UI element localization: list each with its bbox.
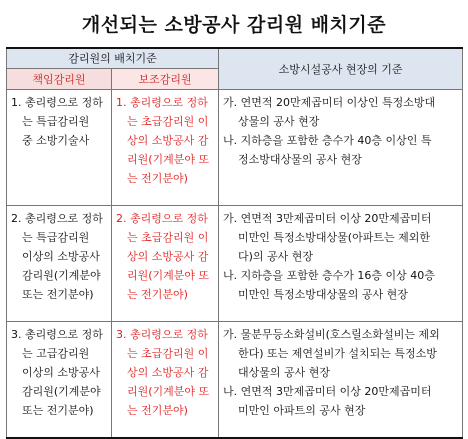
- cell-line: 중 소방기술사: [22, 134, 90, 147]
- cell-line: 는 초급감리원 이: [127, 347, 209, 360]
- assistant-supervisor-cell: [112, 322, 219, 439]
- chief-supervisor-cell: [7, 206, 112, 322]
- cell-line: 3. 총리령으로 정하: [11, 328, 103, 341]
- site-criteria-cell: [219, 90, 463, 206]
- placement-criteria-table: [6, 47, 463, 439]
- site-criteria-cell: [219, 322, 463, 439]
- cell-line: 대상물의 공사 현장: [238, 366, 331, 379]
- cell-line: 감리원(기계분야: [22, 269, 101, 282]
- cell-line: 1. 총리령으로 정하: [11, 96, 103, 109]
- cell-line: 가. 연면적 20만제곱미터 이상인 특정소방대: [223, 96, 436, 109]
- cell-line: 가. 물분무등소화설비(호스릴소화설비는 제외: [223, 328, 440, 341]
- cell-line: 정소방대상물의 공사 현장: [238, 153, 362, 166]
- cell-line: 한다) 또는 제연설비가 설치되는 특정소방: [238, 347, 437, 360]
- table-header-row: [7, 48, 463, 69]
- cell-line: 미만인 아파트의 공사 현장: [238, 404, 366, 417]
- cell-line: 3. 총리령으로 정하: [116, 328, 208, 341]
- cell-line: 나. 지하층을 포함한 층수가 16층 이상 40층: [223, 269, 435, 282]
- cell-line: 2. 총리령으로 정하: [11, 212, 103, 225]
- site-criteria-cell: [219, 206, 463, 322]
- cell-line: 리원(기계분야 또: [127, 385, 210, 398]
- assistant-supervisor-cell: [112, 206, 219, 322]
- cell-line: 는 초급감리원 이: [127, 115, 209, 128]
- chief-supervisor-cell: [7, 322, 112, 439]
- cell-line: 상의 소방공사 감: [127, 366, 209, 379]
- cell-line: 는 특급감리원: [22, 231, 90, 244]
- cell-line: 또는 전기분야): [22, 404, 94, 417]
- cell-line: 다)의 공사 현장: [238, 250, 314, 263]
- chief-supervisor-header: 책임감리원: [7, 69, 112, 90]
- cell-line: 1. 총리령으로 정하: [116, 96, 208, 109]
- cell-line: 리원(기계분야 또: [127, 269, 210, 282]
- cell-line: 미만인 특정소방대상물(아파트는 제외한: [238, 231, 430, 244]
- table-row: [7, 322, 463, 439]
- document-title: 개선되는 소방공사 감리원 배치기준: [81, 14, 387, 36]
- cell-line: 나. 연면적 3만제곱미터 이상 20만제곱미터: [223, 385, 432, 398]
- cell-line: 감리원(기계분야: [22, 385, 101, 398]
- assistant-supervisor-header: 보조감리원: [112, 69, 219, 90]
- assistant-supervisor-cell: [112, 90, 219, 206]
- cell-line: 또는 전기분야): [22, 288, 94, 301]
- cell-line: 미만인 특정소방대상물의 공사 현장: [238, 288, 408, 301]
- cell-line: 2. 총리령으로 정하: [116, 212, 208, 225]
- cell-line: 상의 소방공사 감: [127, 134, 209, 147]
- table-row: [7, 206, 463, 322]
- cell-line: 리원(기계분야 또: [127, 153, 210, 166]
- cell-line: 는 전기분야): [127, 288, 188, 301]
- chief-supervisor-cell: [7, 90, 112, 206]
- cell-line: 나. 지하층을 포함한 층수가 40층 이상인 특: [223, 134, 432, 147]
- cell-line: 는 초급감리원 이: [127, 231, 209, 244]
- cell-line: 이상의 소방공사: [22, 250, 100, 263]
- site-criteria-header: 소방시설공사 현장의 기준: [219, 48, 463, 90]
- cell-line: 는 전기분야): [127, 404, 188, 417]
- cell-line: 이상의 소방공사: [22, 366, 100, 379]
- cell-line: 는 고급감리원: [22, 347, 90, 360]
- table-row: [7, 90, 463, 206]
- cell-line: 상의 소방공사 감: [127, 250, 209, 263]
- cell-line: 는 특급감리원: [22, 115, 90, 128]
- supervisor-placement-header: 감리원의 배치기준: [7, 48, 219, 69]
- cell-line: 상물의 공사 현장: [238, 115, 320, 128]
- cell-line: 는 전기분야): [127, 172, 188, 185]
- cell-line: 가. 연면적 3만제곱미터 이상 20만제곱미터: [223, 212, 432, 225]
